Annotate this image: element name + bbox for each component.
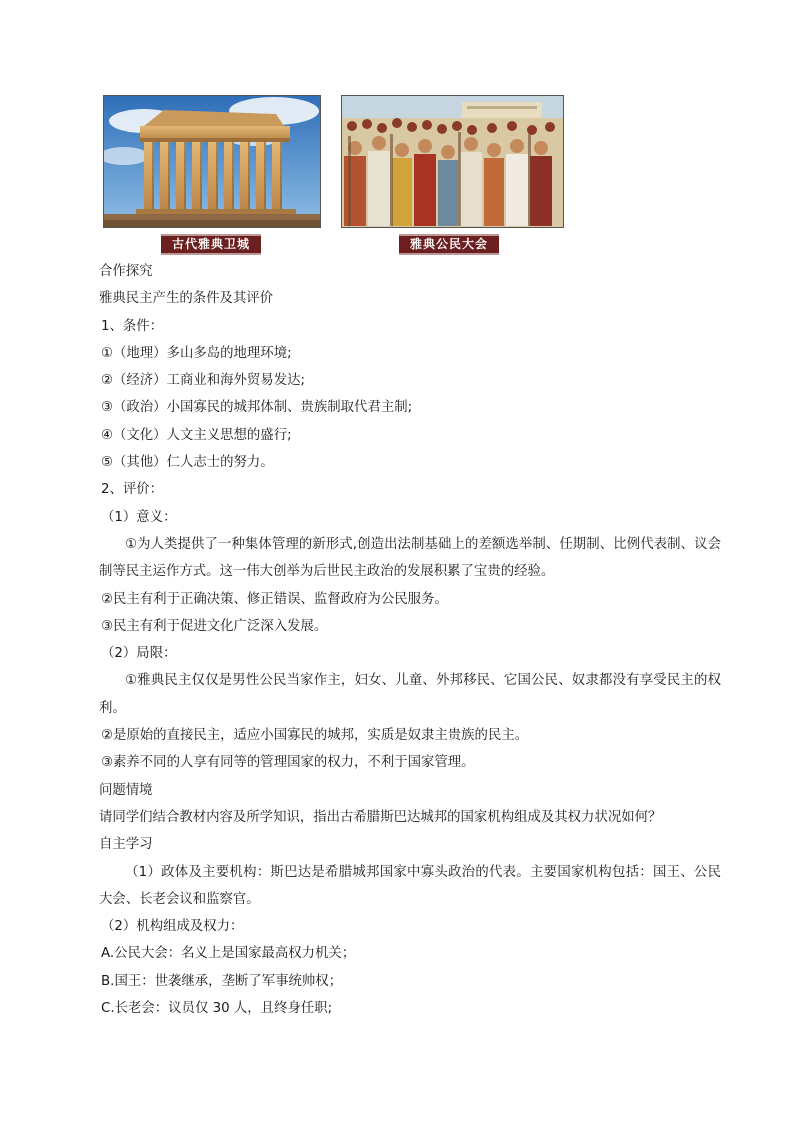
limitation-point-2: ②是原始的直接民主，适应小国寡民的城邦，实质是奴隶主贵族的民主。 (101, 728, 529, 744)
significance-point-2: ②民主有利于正确决策、修正错误、监督政府为公民服务。 (101, 591, 448, 607)
section-heading-self-study: 自主学习 (99, 837, 153, 853)
institution-king: B.国王：世袭继承，垄断了军事统帅权； (101, 973, 343, 989)
condition-other: ⑤（其他）仁人志士的努力。 (101, 455, 274, 471)
assembly-illustration (342, 96, 563, 227)
condition-economy: ②（经济）工商业和海外贸易发达; (101, 373, 305, 389)
list-heading-evaluation: 2、评价： (101, 482, 164, 498)
subheading-institutions: （2）机构组成及权力： (101, 919, 244, 935)
institution-council-of-elders: C.长老会：议员仅 30 人，且终身任职; (101, 1001, 333, 1017)
institution-assembly: A.公民大会：名义上是国家最高权力机关； (101, 946, 356, 962)
section-heading-problem-situation: 问题情境 (99, 782, 153, 798)
condition-geography: ①（地理）多山多岛的地理环境; (101, 345, 292, 361)
acropolis-photo (103, 95, 321, 228)
acropolis-illustration (104, 96, 320, 227)
assembly-photo (341, 95, 564, 228)
limitation-point-3: ③素养不同的人享有同等的管理国家的权力，不利于国家管理。 (101, 755, 475, 771)
question-sparta: 请同学们结合教材内容及所学知识，指出古希腊斯巴达城邦的国家机构组成及其权力状况如何？ (99, 809, 662, 825)
list-heading-conditions: 1、条件： (101, 318, 164, 334)
document-body (99, 258, 721, 1022)
significance-point-1: ①为人类提供了一种集体管理的新形式,创造出法制基础上的差额选举制、任期制、比例代表制、议会制等民主运作方式。这一伟大创举为后世民主政治的发展积累了宝贵的经验。 (99, 536, 721, 580)
section-heading-cooperative-inquiry: 合作探究 (99, 264, 153, 279)
limitation-point-1: ①雅典民主仅仅是男性公民当家作主，妇女、儿童、外邦移民、它国公民、奴隶都没有享受民主的权利。 (99, 673, 721, 716)
subheading-significance: （1）意义： (101, 509, 177, 525)
subheading-conditions-and-evaluation: 雅典民主产生的条件及其评价 (99, 291, 274, 307)
acropolis-caption: 古代雅典卫城 (161, 234, 261, 255)
assembly-caption: 雅典公民大会 (399, 234, 499, 255)
condition-politics: ③（政治）小国寡民的城邦体制、贵族制取代君主制; (101, 400, 413, 416)
sparta-polity-paragraph: （1）政体及主要机构：斯巴达是希腊城邦国家中寡头政治的代表。主要国家机构包括：国王、公民大会、长老会议和监察官。 (99, 864, 721, 907)
significance-point-3: ③民主有利于促进文化广泛深入发展。 (101, 618, 328, 634)
condition-culture: ④（文化）人文主义思想的盛行; (101, 427, 292, 443)
subheading-limitations: （2）局限： (101, 646, 177, 662)
